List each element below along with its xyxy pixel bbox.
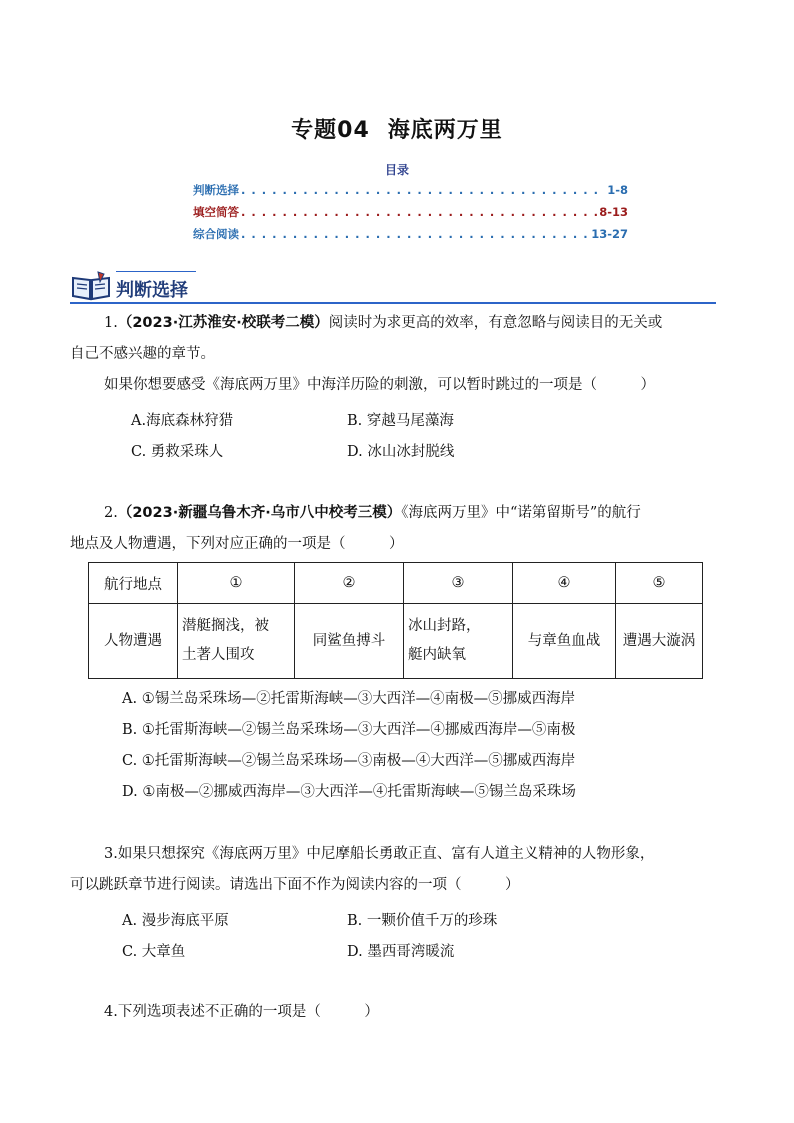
q4-stem: 下列选项表述不正确的一项是（ ） [117,1004,379,1020]
q1-stem-a: 阅读时为求更高的效率，有意忽略与阅读目的无关或 [328,315,663,331]
table-row-label: 人物遭遇 [89,604,178,679]
toc-row-3[interactable] [193,226,628,244]
q1-option-b[interactable]: B. 穿越马尾藻海 [347,413,454,429]
q2-line1 [104,498,641,529]
table-header-cell: ① [178,563,295,604]
q1-option-a[interactable]: A.海底森林狩猎 [131,413,234,429]
toc-leader [241,183,605,197]
table-cell: 与章鱼血战 [513,604,616,679]
q1-line1 [104,308,662,339]
q2-number: 2. [104,505,118,521]
table-cell-line: 潜艇搁浅，被 [182,618,269,634]
q3-number: 3. [104,846,118,862]
toc-label: 填空简答 [193,205,239,219]
q1-option-d[interactable]: D. 冰山冰封脱线 [347,444,455,460]
table-cell-line: 冰山封路， [408,618,481,634]
q2-option-d[interactable]: D. ①南极—②挪威西海岸—③大西洋—④托雷斯海峡—⑤锡兰岛采珠场 [122,784,576,800]
table-row [89,563,703,604]
q4-number: 4. [104,1004,118,1020]
table-cell [178,604,295,679]
toc-heading: 目录 [384,163,409,177]
q3-line1 [104,839,654,870]
toc-pages: 1-8 [607,183,628,197]
q3-option-c[interactable]: C. 大章鱼 [122,944,186,960]
q2-stem-b: 地点及人物遭遇，下列对应正确的一项是（ ） [70,536,404,552]
table-cell: 同鲨鱼搏斗 [295,604,404,679]
table-header-cell: ③ [404,563,513,604]
table-header-cell: ④ [513,563,616,604]
q2-source: （2023·新疆乌鲁木齐·乌市八中校考三模） [117,505,402,521]
q3-option-b[interactable]: B. 一颗价值千万的珍珠 [347,913,498,929]
q3-option-d[interactable]: D. 墨西哥湾暖流 [347,944,455,960]
open-book-icon [70,270,112,302]
table-cell-line: 艇内缺氧 [408,647,466,663]
toc-label: 综合阅读 [193,227,239,241]
q2-option-c[interactable]: C. ①托雷斯海峡—②锡兰岛采珠场—③南极—④大西洋—⑤挪威西海岸 [122,753,576,769]
q1-option-c[interactable]: C. 勇救采珠人 [131,444,224,460]
toc-label: 判断选择 [193,183,239,197]
q4-line1 [104,997,379,1028]
q3-stem-b: 可以跳跃章节进行阅读。请选出下面不作为阅读内容的一项（ ） [70,877,520,893]
q2-table [88,562,703,679]
table-cell [404,604,513,679]
q2-stem-a: 《海底两万里》中“诺第留斯号”的航行 [401,505,641,521]
q1-stem-b: 自己不感兴趣的章节。 [70,346,215,362]
q3-option-a[interactable]: A. 漫步海底平原 [122,913,229,929]
section-underline-top [116,271,196,272]
table-header-cell: ⑤ [616,563,703,604]
toc-row-1[interactable] [193,182,628,200]
toc-leader [241,227,589,241]
q1-number: 1. [104,315,118,331]
table-header-cell: ② [295,563,404,604]
q1-source: （2023·江苏淮安·校联考二模） [117,315,329,331]
toc-leader [241,205,597,219]
toc-pages: 13-27 [591,227,628,241]
table-header-cell: 航行地点 [89,563,178,604]
table-cell-line: 土著人围攻 [182,647,255,663]
table-cell: 遭遇大漩涡 [616,604,703,679]
section-title: 判断选择 [116,280,188,301]
toc-row-2[interactable] [193,204,628,222]
toc-pages: 8-13 [599,205,628,219]
page-title [0,113,794,144]
section-divider [70,302,716,304]
title-prefix: 专题04 [291,118,370,143]
q3-stem-a: 如果只想探究《海底两万里》中尼摩船长勇敢正直、富有人道主义精神的人物形象， [117,846,655,862]
table-row [89,604,703,679]
q2-option-b[interactable]: B. ①托雷斯海峡—②锡兰岛采珠场—③大西洋—④挪威西海岸—⑤南极 [122,722,576,738]
q1-stem-c: 如果你想要感受《海底两万里》中海洋历险的刺激，可以暂时跳过的一项是（ ） [104,377,655,393]
title-main: 海底两万里 [387,118,503,143]
q2-option-a[interactable]: A. ①锡兰岛采珠场—②托雷斯海峡—③大西洋—④南极—⑤挪威西海岸 [122,691,576,707]
